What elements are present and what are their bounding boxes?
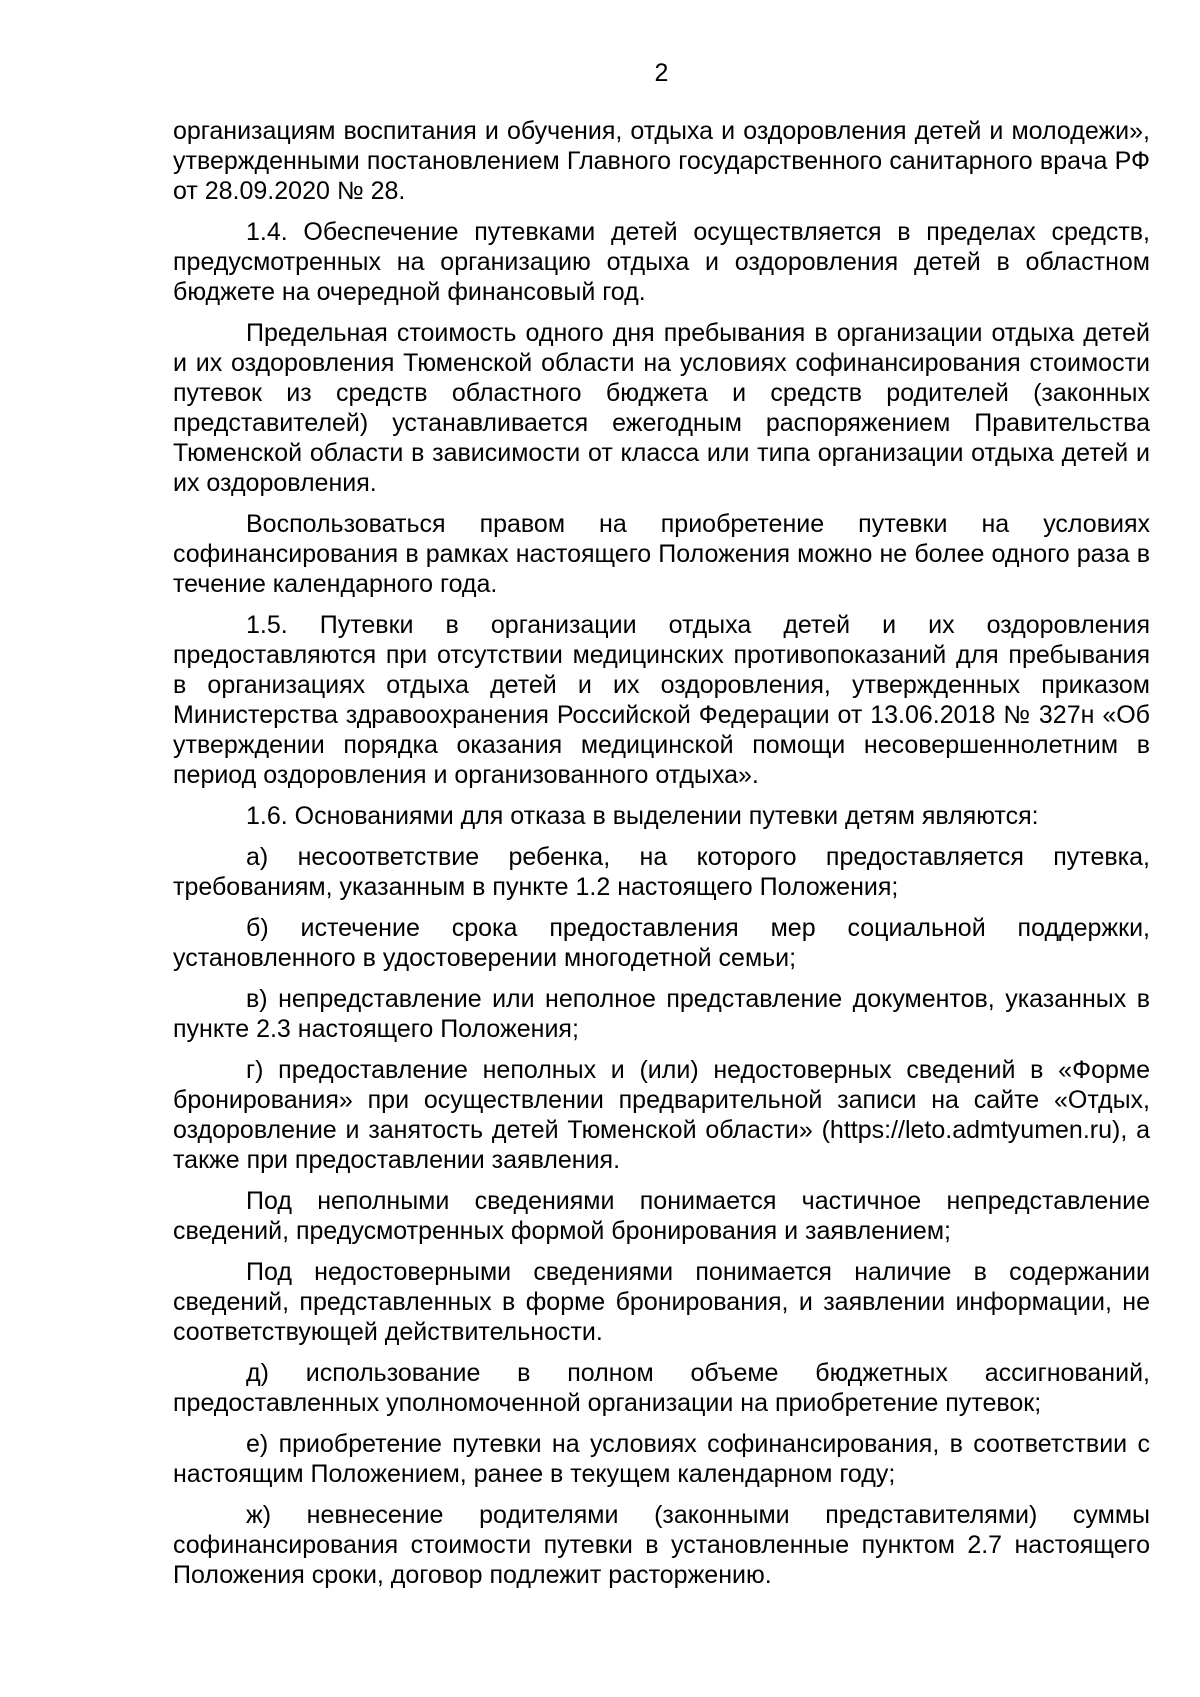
paragraph-item-d: д) использование в полном объеме бюджетных ассигнований, предоставленных уполномоченной организации на приобретение путевок; [173,1359,1150,1417]
paragraph-1-5: 1.5. Путевки в организации отдыха детей и их оздоровления предоставляются при отсутствии медицинских противопоказаний для пребывания в организациях отдыха детей и их оздоровления, утвержденных приказом Министерства здравоохранения Российской Федерации от 13.06.2018 № 327н «Об утверждении порядка оказания медицинской помощи несовершеннолетним в период оздоровления и организованного отдыха». [173,611,1150,789]
paragraph-incomplete-info: Под неполными сведениями понимается частичное непредставление сведений, предусмотренных формой бронирования и заявлением; [173,1187,1150,1245]
document-body [173,116,1150,1601]
paragraph-false-info: Под недостоверными сведениями понимается наличие в содержании сведений, представленных в форме бронирования, и заявлении информации, не соответствующей действительности. [173,1258,1150,1346]
paragraph-item-v: в) непредставление или неполное представление документов, указанных в пункте 2.3 настоящего Положения; [173,985,1150,1043]
paragraph-item-b: б) истечение срока предоставления мер социальной поддержки, установленного в удостоверении многодетной семьи; [173,914,1150,972]
paragraph-item-g: г) предоставление неполных и (или) недостоверных сведений в «Форме бронирования» при осуществлении предварительной записи на сайте «Отдых, оздоровление и занятость детей Тюменской области» (https://leto.admtyumen.ru), а также при предоставлении заявления. [173,1056,1150,1174]
paragraph-continuation: организациям воспитания и обучения, отдыха и оздоровления детей и молодежи», утвержденными постановлением Главного государственного санитарного врача РФ от 28.09.2020 № 28. [173,117,1150,205]
paragraph-item-zh: ж) невнесение родителями (законными представителями) суммы софинансирования стоимости путевки в установленные пунктом 2.7 настоящего Положения сроки, договор подлежит расторжению. [173,1501,1150,1589]
paragraph-once-per-year: Воспользоваться правом на приобретение путевки на условиях софинансирования в рамках настоящего Положения можно не более одного раза в течение календарного года. [173,510,1150,598]
paragraph-1-6: 1.6. Основаниями для отказа в выделении путевки детям являются: [246,802,1039,830]
page-number: 2 [654,59,669,87]
paragraph-item-e: е) приобретение путевки на условиях софинансирования, в соответствии с настоящим Положением, ранее в текущем календарном году; [173,1430,1150,1488]
paragraph-1-4: 1.4. Обеспечение путевками детей осуществляется в пределах средств, предусмотренных на организацию отдыха и оздоровления детей в областном бюджете на очередной финансовый год. [173,218,1150,306]
paragraph-max-cost: Предельная стоимость одного дня пребывания в организации отдыха детей и их оздоровления Тюменской области на условиях софинансирования стоимости путевок из средств областного бюджета и средств родителей (законных представителей) устанавливается ежегодным распоряжением Правительства Тюменской области в зависимости от класса или типа организации отдыха детей и их оздоровления. [173,319,1150,497]
paragraph-item-a: а) несоответствие ребенка, на которого предоставляется путевка, требованиям, указанным в пункте 1.2 настоящего Положения; [173,843,1150,901]
document-page [173,0,1150,1697]
